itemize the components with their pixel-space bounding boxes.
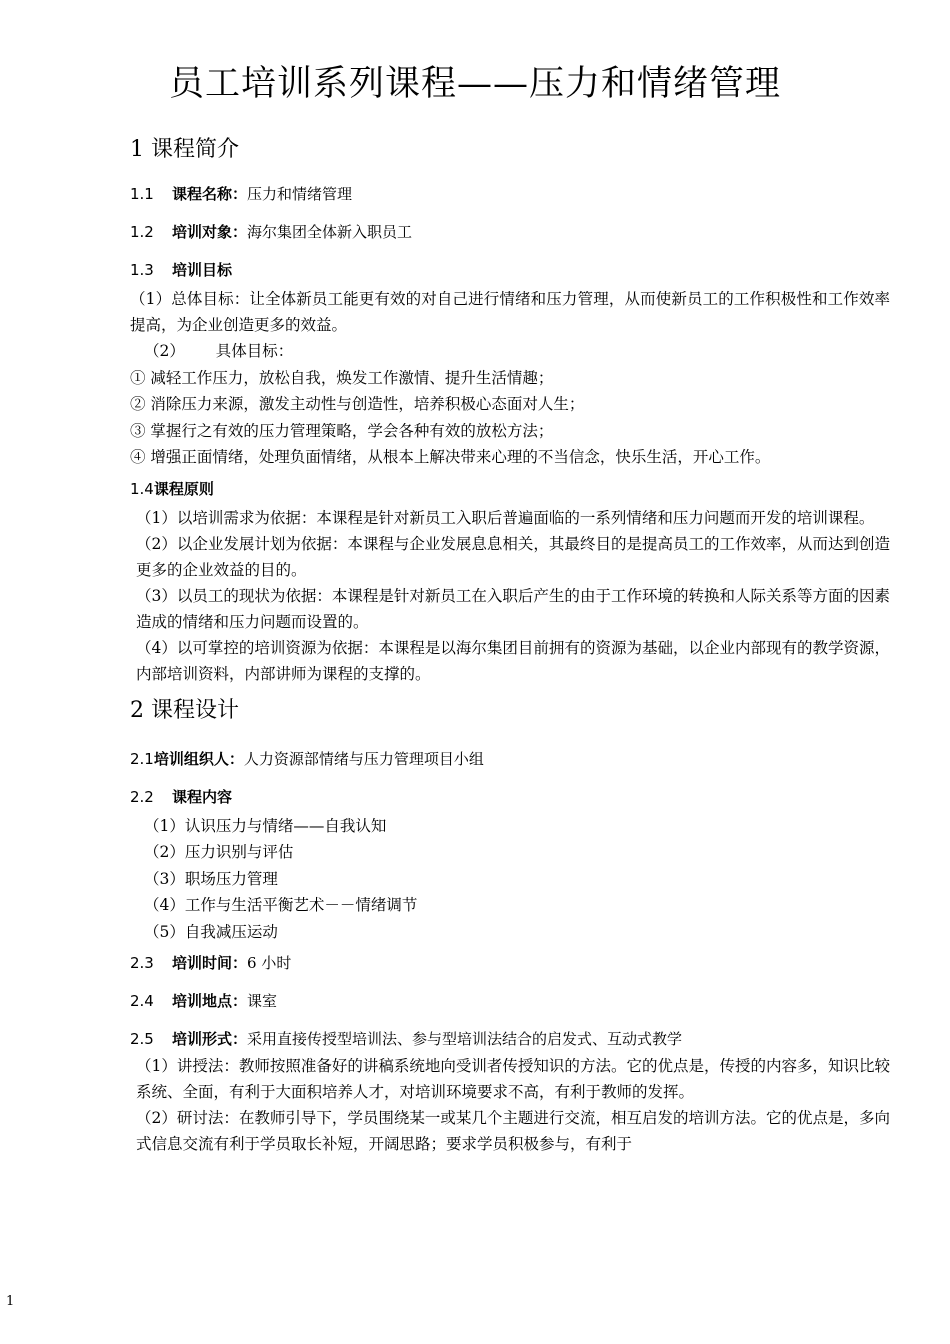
principle-paragraph: （4）以可掌控的培训资源为依据：本课程是以海尔集团目前拥有的资源为基础，以企业内部现有的教学资源，内部培训资料，内部讲师为课程的支撑的。 (136, 638, 890, 683)
audience-label: 培训对象： (172, 223, 248, 241)
format-method-paragraph: （2）研讨法：在教师引导下，学员围绕某一或某几个主题进行交流，相互启发的培训方法。它的优点是，多向式信息交流有利于学员取长补短，开阔思路；要求学员积极参与，有利于 (136, 1109, 890, 1153)
goals-heading (130, 258, 890, 282)
contents-number: 2.2 (130, 787, 154, 806)
specific-goal-item: ① 减轻工作压力，放松自我，焕发工作激情、提升生活情趣； (130, 368, 554, 387)
organizer-label: 培训组织人： (153, 749, 244, 768)
document-title: 员工培训系列课程——压力和情绪管理 (168, 64, 781, 104)
organizer-value: 人力资源部情绪与压力管理项目小组 (243, 749, 484, 768)
principle-paragraph: （2）以企业发展计划为依据：本课程与企业发展息息相关，其最终目的是提高员工的工作效率，从而达到创造更多的企业效益的目的。 (136, 534, 890, 579)
format-method-paragraph: （1）讲授法：教师按照准备好的讲稿系统地向受训者传授知识的方法。它的优点是，传授的内容多，知识比较系统、全面，有利于大面积培养人才，对培训环境要求不高，有利于教师的发挥。 (136, 1057, 890, 1101)
content-item: （1）认识压力与情绪——自我认知 (144, 816, 387, 835)
specific-goal-item: ② 消除压力来源，激发主动性与创造性，培养积极心态面对人生； (130, 395, 585, 413)
time-value: 6 小时 (247, 954, 292, 972)
principle-paragraph: （3）以员工的现状为依据：本课程是针对新员工在入职后产生的由于工作环境的转换和人际关系等方面的因素造成的情绪和压力问题而设置的。 (136, 586, 890, 631)
document-body (130, 134, 890, 1157)
course-name-value: 压力和情绪管理 (247, 185, 353, 203)
goals-label: 培训目标 (172, 261, 233, 279)
content-item: （2）压力识别与评估 (144, 843, 294, 861)
course-name-number: 1.1 (130, 185, 154, 203)
location-label: 培训地点： (172, 992, 248, 1010)
principles-heading (130, 477, 890, 501)
location-number: 2.4 (130, 992, 154, 1010)
location-row (130, 989, 890, 1013)
overall-goal-paragraph: （1）总体目标：让全体新员工能更有效的对自己进行情绪和压力管理，从而使新员工的工作积极性和工作效率提高，为企业创造更多的效益。 (130, 290, 890, 334)
specific-goal-item: ④ 增强正面情绪，处理负面情绪，从根本上解决带来心理的不当信念，快乐生活，开心工作。 (130, 448, 771, 466)
section-2-heading: 2 课程设计 (130, 697, 239, 723)
format-row (130, 1027, 890, 1051)
principles-label: 课程原则 (153, 479, 214, 498)
audience-row (130, 220, 890, 244)
contents-label: 课程内容 (172, 787, 233, 806)
specific-goal-heading (130, 338, 890, 365)
page-number: 1 (6, 1294, 15, 1309)
content-item: （4）工作与生活平衡艺术－－情绪调节 (144, 896, 418, 914)
course-name-row (130, 182, 890, 206)
organizer-number: 2.1 (130, 749, 154, 768)
content-item: （3）职场压力管理 (144, 869, 278, 888)
audience-value: 海尔集团全体新入职员工 (247, 223, 413, 241)
principles-number: 1.4 (130, 479, 154, 498)
principle-paragraph: （1）以培训需求为依据：本课程是针对新员工入职后普遍面临的一系列情绪和压力问题而开发的培训课程。 (136, 508, 875, 527)
time-label: 培训时间： (172, 954, 248, 972)
time-row (130, 951, 890, 975)
contents-heading (130, 785, 890, 809)
format-value: 采用直接传授型培训法、参与型培训法结合的启发式、互动式教学 (247, 1030, 683, 1048)
specific-goal-label: 具体目标： (215, 342, 294, 360)
specific-goal-number: （2） (144, 342, 185, 360)
time-number: 2.3 (130, 954, 154, 972)
section-1-heading: 1 课程简介 (130, 137, 239, 162)
organizer-row (130, 747, 890, 771)
specific-goal-item: ③ 掌握行之有效的压力管理策略，学会各种有效的放松方法； (130, 421, 554, 440)
format-label: 培训形式： (172, 1030, 248, 1048)
format-number: 2.5 (130, 1030, 154, 1048)
course-name-label: 课程名称： (172, 185, 248, 203)
content-item: （5）自我减压运动 (144, 922, 278, 941)
goals-number: 1.3 (130, 261, 154, 279)
audience-number: 1.2 (130, 223, 154, 241)
location-value: 课室 (247, 992, 278, 1010)
